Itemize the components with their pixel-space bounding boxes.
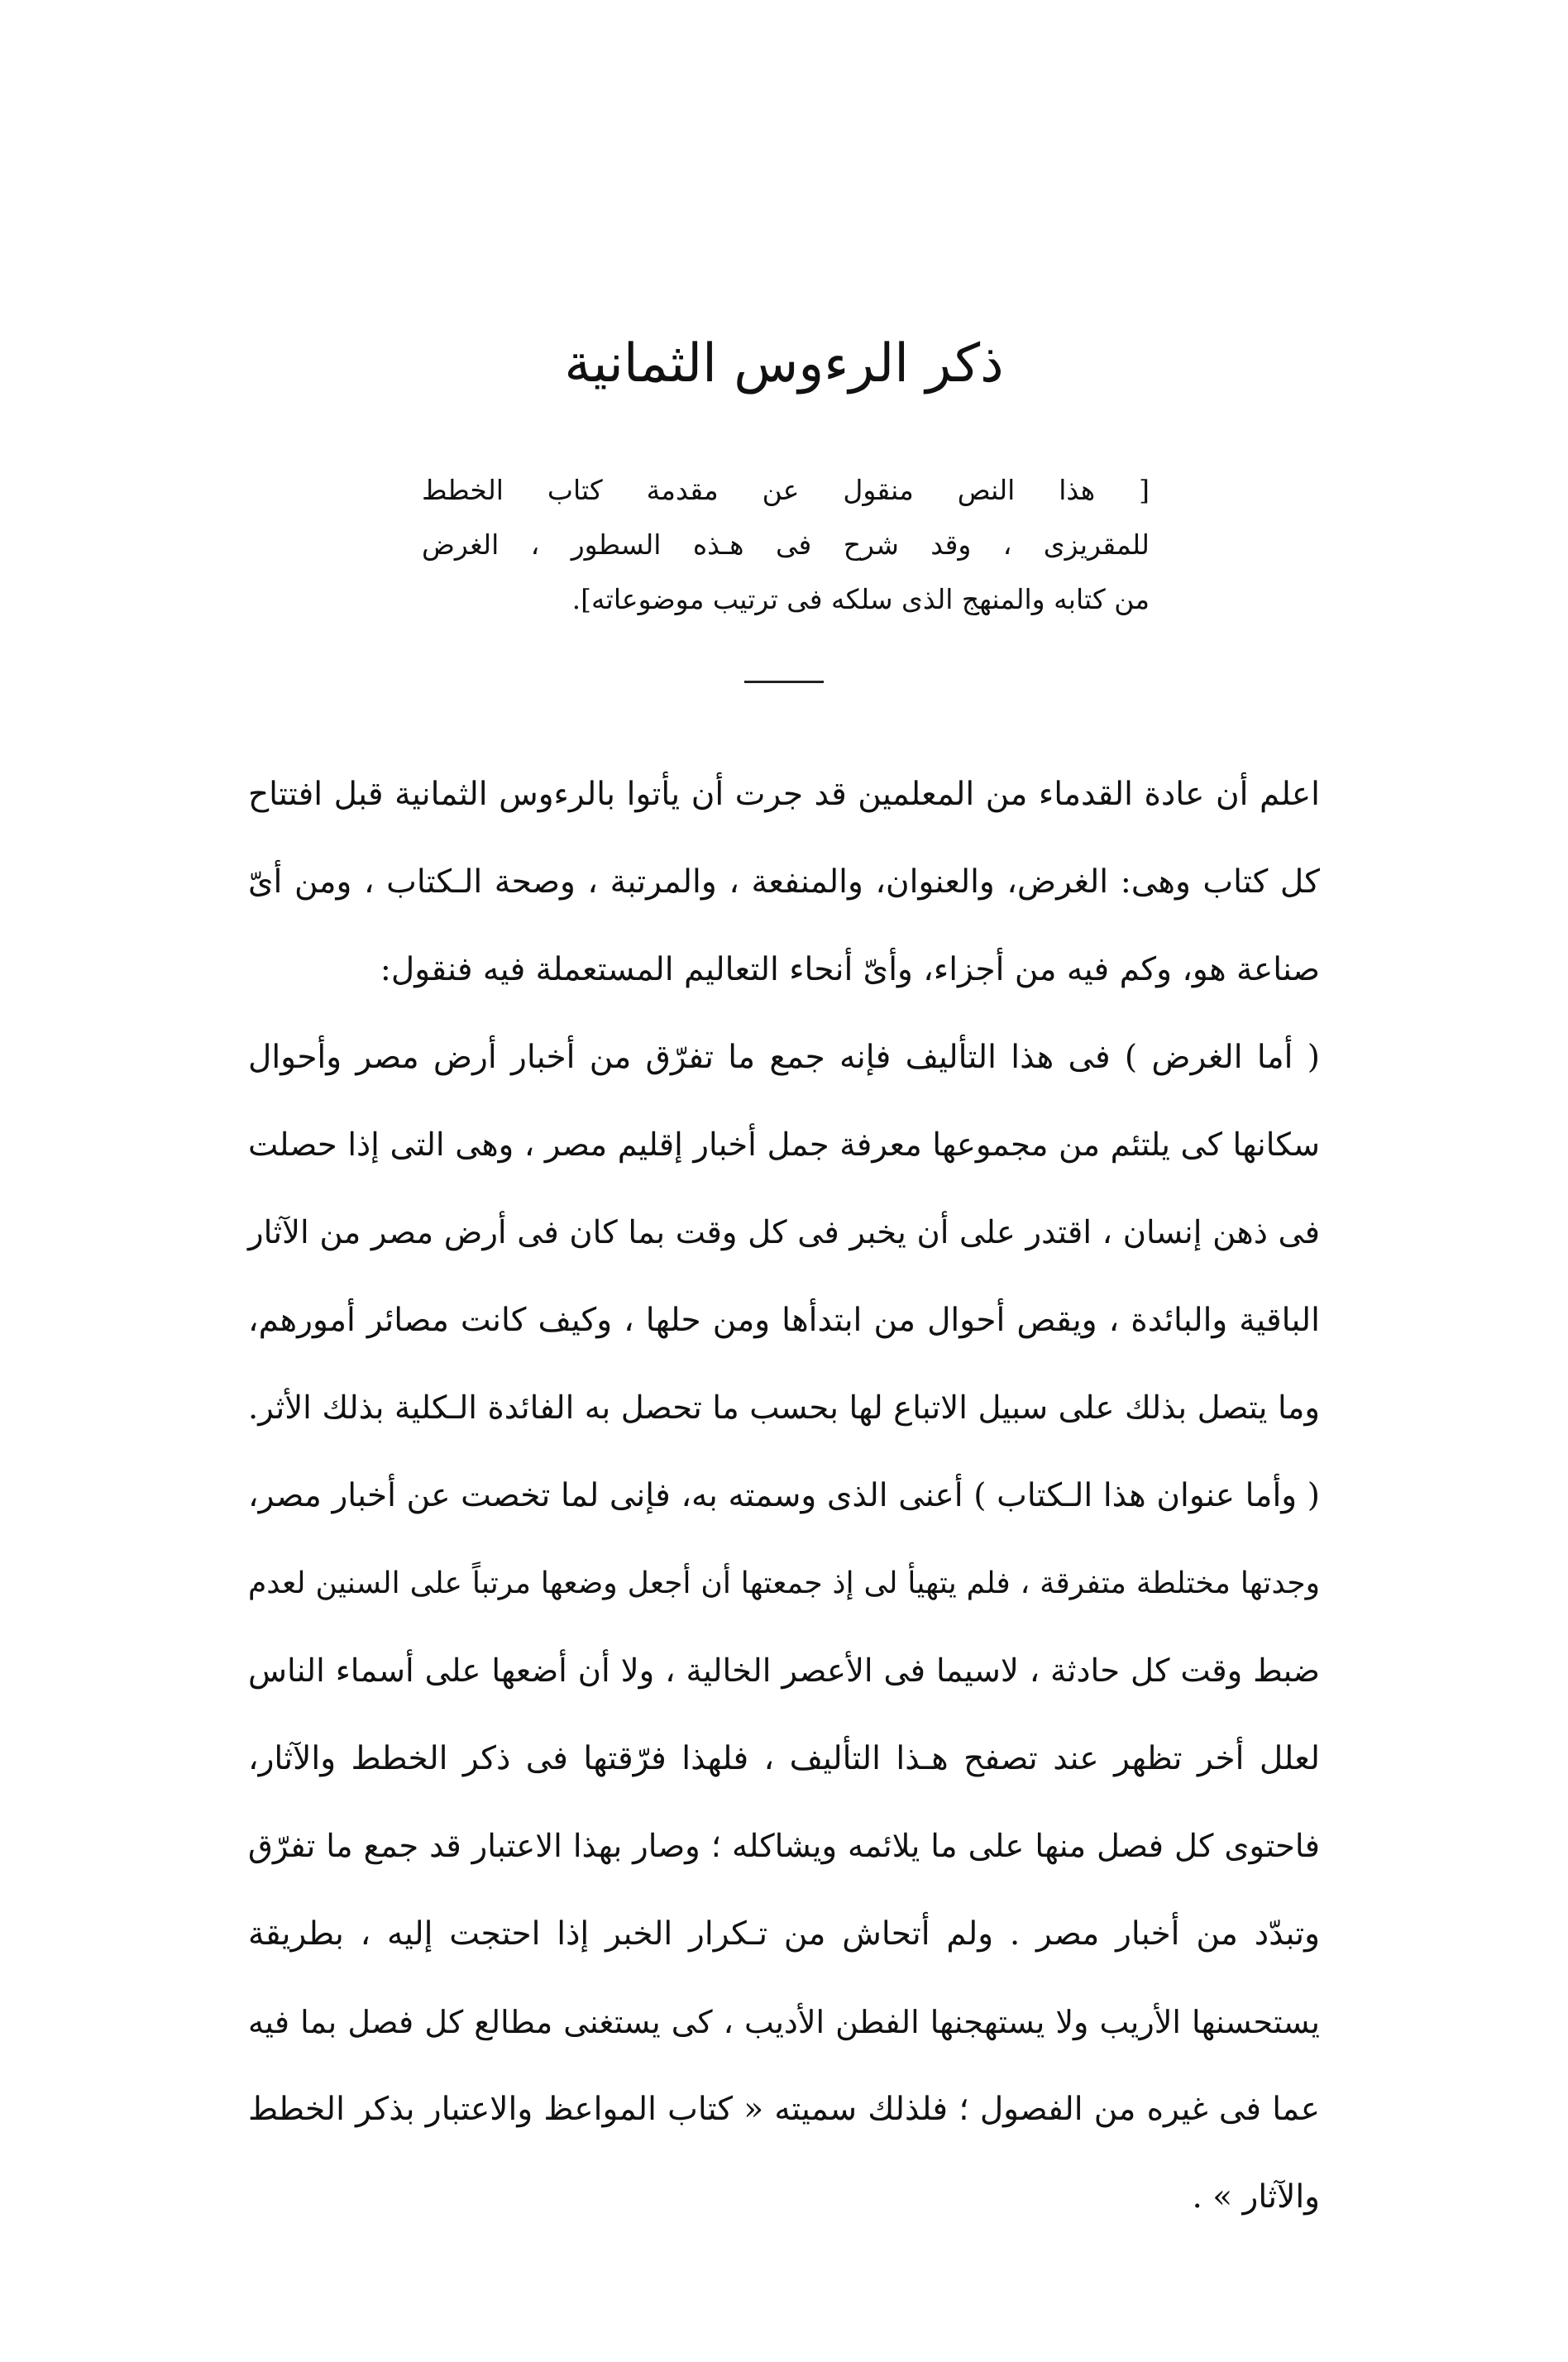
body-line: ضبط وقت كل حادثة ، لاسيما فى الأعصر الخالية ، ولا أن أضعها على أسماء الناس — [248, 1652, 1320, 1690]
page-title: ذكر الرءوس الثمانية — [564, 333, 1004, 394]
body-line: وتبدّد من أخبار مصر . ولم أتحاش من تـكرار الخبر إذا احتجت إليه ، بطريقة — [248, 1915, 1320, 1953]
body-line: اعلم أن عادة القدماء من المعلمين قد جرت أن يأتوا بالرءوس الثمانية قبل افتتاح — [248, 776, 1320, 813]
note-line: للمقريزى ، وقد شرح فى هـذه السطور ، الغرض — [422, 528, 1150, 561]
body-line: ( أما الغرض ) فى هذا التأليف فإنه جمع ما تفرّق من أخبار أرض مصر وأحوال — [248, 1039, 1320, 1076]
body-line: وما يتصل بذلك على سبيل الاتباع لها بحسب ما تحصل به الفائدة الـكلية بذلك الأثر. — [248, 1389, 1320, 1427]
body-line: يستحسنها الأريب ولا يستهجنها الفطن الأديب ، كى يستغنى مطالع كل فصل بما فيه — [248, 2004, 1320, 2040]
body-line: والآثار » . — [1192, 2178, 1320, 2216]
body-line: سكانها كى يلتئم من مجموعها معرفة جمل أخبار إقليم مصر ، وهى التى إذا حصلت — [248, 1126, 1320, 1164]
section-divider — [744, 681, 824, 683]
body-line: وجدتها مختلطة متفرقة ، فلم يتهيأ لى إذ جمعتها أن أجعل وضعها مرتباً على السنين لعدم — [248, 1566, 1320, 1600]
body-line: فى ذهن إنسان ، اقتدر على أن يخبر فى كل وقت بما كان فى أرض مصر من الآثار — [248, 1214, 1320, 1251]
editor-note — [422, 463, 1150, 627]
note-line: [ هذا النص منقول عن مقدمة كتاب الخطط — [422, 474, 1150, 506]
body-text — [248, 751, 1320, 2241]
body-line: صناعة هو، وكم فيه من أجزاء، وأىّ أنحاء التعاليم المستعملة فيه فنقول: — [380, 951, 1320, 988]
body-line: ( وأما عنوان هذا الـكتاب ) أعنى الذى وسمته به، فإنى لما تخصت عن أخبار مصر، — [248, 1477, 1320, 1514]
body-line: فاحتوى كل فصل منها على ما يلائمه ويشاكله ؛ وصار بهذا الاعتبار قد جمع ما تفرّق — [248, 1828, 1320, 1865]
body-line: عما فى غيره من الفصول ؛ فلذلك سميته « كتاب المواعظ والاعتبار بذكر الخطط — [248, 2091, 1320, 2128]
body-line: الباقية والبائدة ، ويقص أحوال من ابتدأها ومن حلها ، وكيف كانت مصائر أمورهم، — [248, 1302, 1320, 1339]
body-line: لعلل أخر تظهر عند تصفح هـذا التأليف ، فلهذا فرّقتها فى ذكر الخطط والآثار، — [248, 1740, 1320, 1777]
note-line: من كتابه والمنهج الذى سلكه فى ترتيب موضوعاته]. — [571, 583, 1150, 615]
body-line: كل كتاب وهى: الغرض، والعنوان، والمنفعة ، والمرتبة ، وصحة الـكتاب ، ومن أىّ — [248, 863, 1320, 901]
